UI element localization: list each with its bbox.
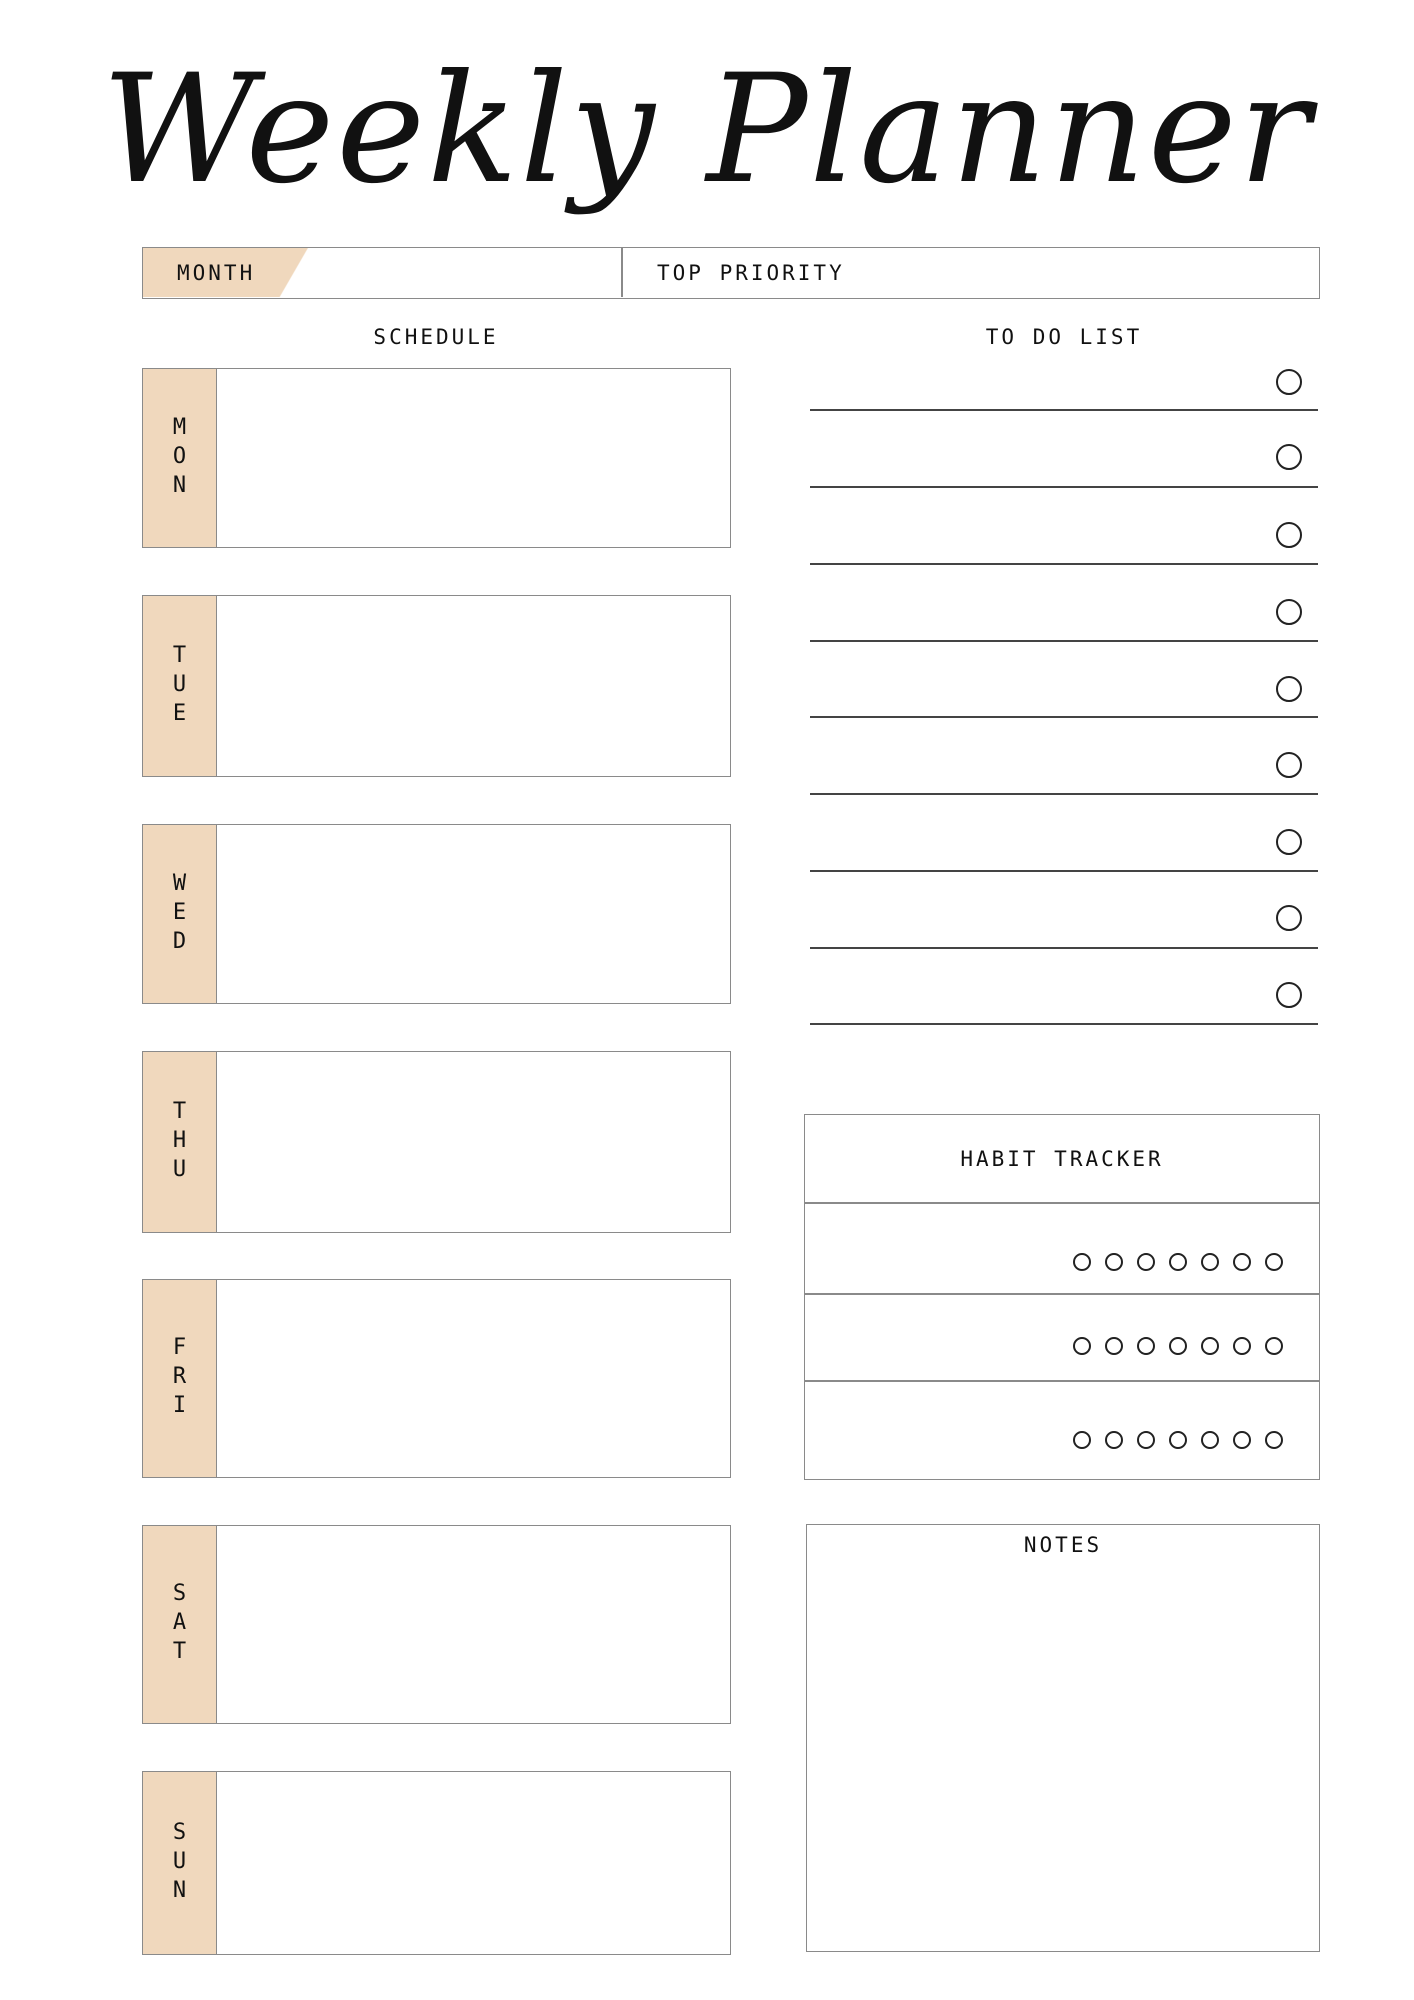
todo-line[interactable]: [810, 409, 1318, 411]
day-label: SUN: [167, 1819, 192, 1907]
habit-checkbox[interactable]: [1201, 1337, 1219, 1355]
todo-checkbox[interactable]: [1276, 829, 1302, 855]
todo-line[interactable]: [810, 486, 1318, 488]
habit-checkbox[interactable]: [1201, 1431, 1219, 1449]
day-label: SAT: [167, 1581, 192, 1668]
habit-divider: [805, 1202, 1319, 1204]
schedule-day-mon[interactable]: [142, 368, 731, 548]
habit-checkbox[interactable]: [1105, 1431, 1123, 1449]
todo-line[interactable]: [810, 1023, 1318, 1025]
todo-checkbox[interactable]: [1276, 982, 1302, 1008]
habit-checkbox[interactable]: [1265, 1337, 1283, 1355]
todo-line[interactable]: [810, 947, 1318, 949]
habit-checkbox[interactable]: [1105, 1253, 1123, 1271]
habit-checkbox[interactable]: [1073, 1337, 1091, 1355]
todo-checkbox[interactable]: [1276, 599, 1302, 625]
day-label: WED: [167, 870, 192, 958]
habit-checkbox[interactable]: [1233, 1337, 1251, 1355]
habit-checkbox[interactable]: [1137, 1253, 1155, 1271]
todo-line[interactable]: [810, 563, 1318, 565]
schedule-day-wed[interactable]: [142, 824, 731, 1004]
todo-checkbox[interactable]: [1276, 905, 1302, 931]
habit-checkbox[interactable]: [1073, 1253, 1091, 1271]
habit-checkbox[interactable]: [1073, 1431, 1091, 1449]
habit-checkbox[interactable]: [1137, 1337, 1155, 1355]
todo-line[interactable]: [810, 716, 1318, 718]
day-label: FRI: [167, 1335, 192, 1422]
habit-tracker-heading: HABIT TRACKER: [960, 1147, 1164, 1171]
habit-checkbox[interactable]: [1169, 1253, 1187, 1271]
todo-checkbox[interactable]: [1276, 752, 1302, 778]
todo-line[interactable]: [810, 793, 1318, 795]
todo-line[interactable]: [810, 640, 1318, 642]
notes-heading: NOTES: [1023, 1533, 1103, 1557]
todo-checkbox[interactable]: [1276, 369, 1302, 395]
day-tab: [143, 1052, 217, 1232]
habit-checkbox[interactable]: [1201, 1253, 1219, 1271]
day-tab: [143, 825, 217, 1003]
schedule-day-thu[interactable]: [142, 1051, 731, 1233]
habit-checkbox[interactable]: [1265, 1431, 1283, 1449]
schedule-day-sun[interactable]: [142, 1771, 731, 1955]
habit-tracker: [804, 1114, 1320, 1480]
habit-row[interactable]: [1073, 1337, 1283, 1355]
habit-row[interactable]: [1073, 1253, 1283, 1271]
habit-checkbox[interactable]: [1169, 1337, 1187, 1355]
day-label: THU: [167, 1098, 192, 1186]
top-priority-label: TOP PRIORITY: [657, 261, 845, 285]
day-tab: [143, 1772, 217, 1954]
habit-checkbox[interactable]: [1233, 1253, 1251, 1271]
todo-checkbox[interactable]: [1276, 522, 1302, 548]
day-tab: [143, 1280, 217, 1477]
day-tab: [143, 596, 217, 776]
day-label: MON: [167, 414, 192, 502]
todo-checkbox[interactable]: [1276, 676, 1302, 702]
month-tag: [143, 248, 343, 297]
habit-row[interactable]: [1073, 1431, 1283, 1449]
header-bar: [142, 247, 1320, 299]
month-label: MONTH: [177, 261, 256, 285]
day-tab: [143, 369, 217, 547]
habit-checkbox[interactable]: [1169, 1431, 1187, 1449]
schedule-day-sat[interactable]: [142, 1525, 731, 1724]
schedule-day-fri[interactable]: [142, 1279, 731, 1478]
habit-checkbox[interactable]: [1137, 1431, 1155, 1449]
habit-checkbox[interactable]: [1233, 1431, 1251, 1449]
todo-checkbox[interactable]: [1276, 444, 1302, 470]
header-divider: [621, 248, 623, 297]
habit-divider: [805, 1380, 1319, 1382]
habit-checkbox[interactable]: [1105, 1337, 1123, 1355]
day-tab: [143, 1526, 217, 1723]
habit-checkbox[interactable]: [1265, 1253, 1283, 1271]
page-title: Weekly Planner: [101, 43, 1313, 217]
todo-line[interactable]: [810, 870, 1318, 872]
schedule-heading: SCHEDULE: [373, 325, 499, 349]
schedule-day-tue[interactable]: [142, 595, 731, 777]
habit-divider: [805, 1293, 1319, 1295]
day-label: TUE: [167, 642, 192, 730]
todo-heading: TO DO LIST: [985, 325, 1143, 349]
notes-box[interactable]: [806, 1524, 1320, 1952]
